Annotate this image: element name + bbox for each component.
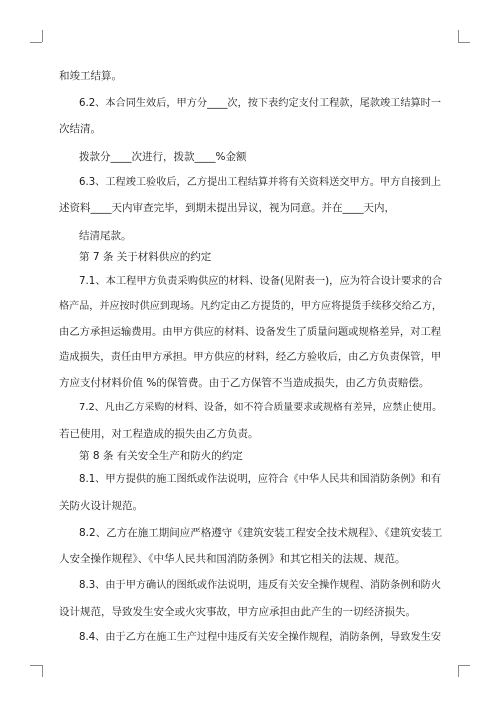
text-line: 若已使用，对工程造成的损失由乙方负责。 (59, 428, 259, 440)
text-line: 结清尾款。 (79, 230, 132, 242)
crop-mark-top-left (42, 30, 43, 42)
text-line: 拨款分____次进行，拨款____%金额 (79, 151, 247, 163)
text-line: 格产品，并应按时供应到现场。凡约定由乙方提货的，甲方应将提货手续移交给乙方， (59, 301, 442, 312)
text-line: 人安全操作规程》、《中华人民共和国消防条例》和其它相关的法规、规范。 (59, 553, 406, 565)
text-line: 6.3、工程竣工验收后，乙方提出工程结算并将有关资料送交甲方。甲方自接到上 (79, 177, 442, 188)
text-line: 关防火设计规范。 (59, 500, 143, 512)
text-line: 6.2、本合同生效后，甲方分____次，按下表约定支付工程款，尾款竣工结算时一 (79, 98, 442, 109)
crop-mark-top-left (30, 42, 42, 43)
crop-mark-bottom-left (42, 665, 43, 677)
text-line: 和竣工结算。 (59, 70, 122, 82)
crop-mark-bottom-right (458, 665, 470, 666)
text-line: 8.4、由于乙方在施工生产过程中违反有关安全操作规程，消防条例，导致发生安 (79, 632, 442, 643)
text-line: 设计规范，导致发生安全或火灾事故，甲方应承担由此产生的一切经济损失。 (59, 606, 416, 618)
text-line: 8.2、乙方在施工期间应严格遵守《建筑安装工程安全技术规程》、《建筑安装工 (79, 527, 443, 539)
text-line: 由乙方承担运输费用。由甲方供应的材料、设备发生了质量问题或规格差异，对工程 (59, 326, 442, 338)
section-heading: 第 8 条 有关安全生产和防火的约定 (79, 450, 243, 462)
crop-mark-bottom-right (458, 665, 459, 677)
text-line: 造成损失，责任由甲方承担。甲方供应的材料，经乙方验收后，由乙方负责保管，甲 (59, 351, 442, 363)
text-line: 8.1、甲方提供的施工图纸或作法说明，应符合《中华人民共和国消防条例》和有 (79, 474, 442, 485)
text-line: 7.1、本工程甲方负责采购供应的材料、设备(见附表一)，应为符合设计要求的合 (79, 275, 443, 287)
section-heading: 第 7 条 关于材料供应的约定 (79, 251, 212, 263)
text-line: 述资料____天内审查完毕，到期未提出异议，视为同意。并在____天内， (59, 202, 395, 214)
text-line: 8.3、由于甲方确认的图纸或作法说明，违反有关安全操作规程、消防条例和防火 (79, 580, 442, 591)
text-line: 7.2、凡由乙方采购的材料、设备，如不符合质量要求或规格有差异，应禁止使用。 (79, 402, 443, 413)
crop-mark-bottom-left (30, 665, 42, 666)
text-line: 次结清。 (59, 123, 101, 135)
crop-mark-top-right (458, 42, 470, 43)
crop-mark-top-right (458, 30, 459, 42)
text-line: 方应支付材料价值 %的保管费。由于乙方保管不当造成损失，由乙方负责赔偿。 (59, 377, 430, 389)
